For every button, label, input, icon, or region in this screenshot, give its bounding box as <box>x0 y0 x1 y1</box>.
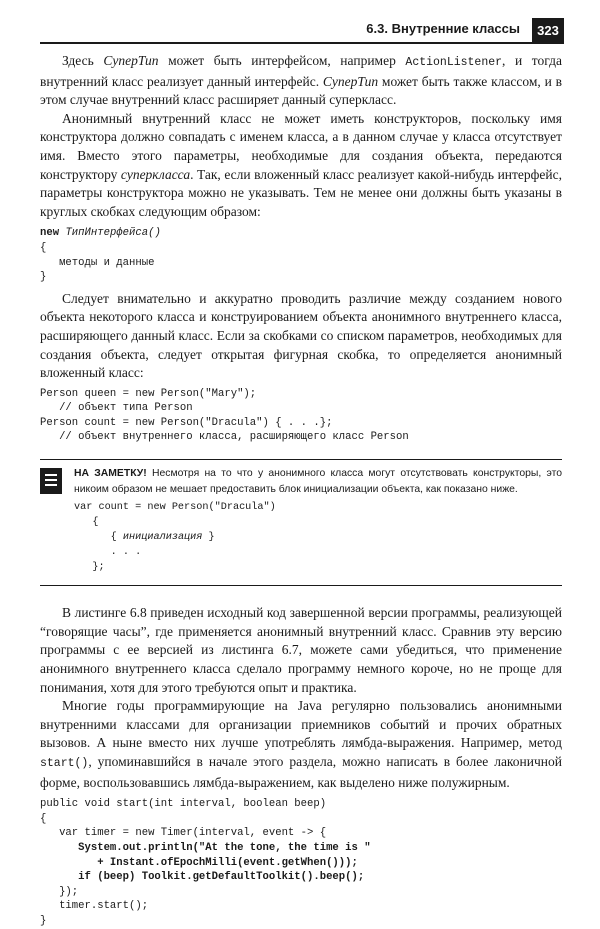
code-line: Person count = new Person("Dracula") { . . .}; <box>40 416 333 429</box>
code-line-bold: if (beep) Toolkit.getDefaultToolkit().beep(); <box>40 871 365 884</box>
code-block-2 <box>40 387 562 445</box>
code-line-bold: + Instant.ofEpochMilli(event.getWhen())); <box>40 856 358 869</box>
code-line: var timer = new Timer(interval, event -> { <box>40 827 327 840</box>
note-label: НА ЗАМЕТКУ! <box>74 468 147 480</box>
code-term: ActionListener <box>405 56 503 69</box>
code-line: timer.start(); <box>40 900 149 913</box>
note-body: Несмотря на то что у анонимного класса могут отсутствовать конструкторы, это никоим образом не мешает предоставить блок инициализации объекта, как показано ниже. <box>74 468 562 495</box>
code-text: ТипИнтерфейса() <box>65 227 161 240</box>
code-line: { <box>40 812 47 825</box>
code-line: } <box>40 271 47 284</box>
note-code: var count = new Person("Dracula") { { инициализация } . . . }; <box>74 500 562 575</box>
code-line: var count = new Person("Dracula") <box>74 502 276 514</box>
text: , и тогда внутренний класс реализует данный интерфейс. <box>40 53 562 89</box>
code-line: { <box>74 517 99 529</box>
code-line: }); <box>40 885 79 898</box>
paragraph-4: В листинге 6.8 приведен исходный код завершенной версии программы, реализующей “говорящие часы”, где применяется анонимный внутренний класс. Сравнив эту версию программы с ее версией из листинга 6.7, можете сами убедиться, что применение анонимного внутреннего класса сделало программу немного короче, но не проще для понимания, хотя для этого требуются опыт и практика. <box>40 605 562 695</box>
text: . Так, если вложенный класс реализует какой-нибудь интерфейс, параметры конструктора можно не указывать. Тем не менее они должны быть указаны в круглых скобках следующим образом: <box>40 166 562 219</box>
code-line: } <box>40 914 47 927</box>
italic-term: СуперТип <box>103 53 159 68</box>
page-header <box>0 18 600 44</box>
note-text <box>74 466 562 497</box>
code-line: . . . <box>74 547 142 559</box>
page-content <box>40 52 562 929</box>
text: может быть интерфейсом, например <box>158 53 406 68</box>
code-line: Person queen = new Person("Mary"); <box>40 387 257 400</box>
code-line: // объект типа Person <box>40 402 193 415</box>
italic-term: суперкласса <box>120 166 191 182</box>
paragraph-3: Следует внимательно и аккуратно проводить различие между созданием нового объекта некоторого класса и конструированием объекта анонимного внутреннего класса, расширяющего данный класс. Если за скобками со списком параметров, необходимых для создания объекта, следует открытая фигурная скобка, то определяется анонимный вложенный класс: <box>40 290 562 381</box>
text: может быть также классом, и в этом случае внутренний класс расширяет данный суперкласс. <box>40 73 562 108</box>
section-title: 6.3. Внутренние классы <box>366 21 520 36</box>
text: Здесь <box>62 53 104 68</box>
code-line-bold: System.out.println("At the tone, the time is " <box>40 841 371 854</box>
code-line: // объект внутреннего класса, расширяющего класс Person <box>40 431 409 444</box>
paragraph-2 <box>40 110 562 222</box>
keyword: new <box>40 227 60 240</box>
page-number: 323 <box>532 18 564 44</box>
code-line: методы и данные <box>40 256 155 269</box>
text: Анонимный внутренний класс не может иметь конструкторов, поскольку имя конструктора должно совпадать с именем класса, а в данном случае у класса отсутствует имя. Вместо этого параметры, необходимые для создания объекта, передаются конструктору <box>40 110 562 182</box>
code-line: public void start(int interval, boolean beep) <box>40 798 327 811</box>
note-box <box>40 459 562 586</box>
header-rule <box>40 42 532 44</box>
code-block-1 <box>40 226 562 284</box>
code-line: { <box>40 241 47 254</box>
text: Многие годы программирующие на Java регулярно пользовались анонимными внутренними классами для организации приемников событий и прочих обратных вызовов. А ныне вместо них лучше употреблять лямбда-выражения. Например, метод <box>40 698 562 751</box>
italic-term: СуперТип <box>322 73 379 89</box>
paragraph-5 <box>40 697 562 792</box>
code-block-3 <box>40 797 562 928</box>
paragraph-1 <box>40 52 562 110</box>
text: , упоминавшийся в начале этого раздела, можно написать в более лаконичной форме, воспользовавшись лямбда-выражением, как выделено ниже полужирным. <box>40 754 562 790</box>
notepad-icon <box>40 468 62 494</box>
code-italic: инициализация <box>122 532 203 544</box>
code-line: }; <box>74 562 105 574</box>
code-term: start() <box>40 757 89 770</box>
